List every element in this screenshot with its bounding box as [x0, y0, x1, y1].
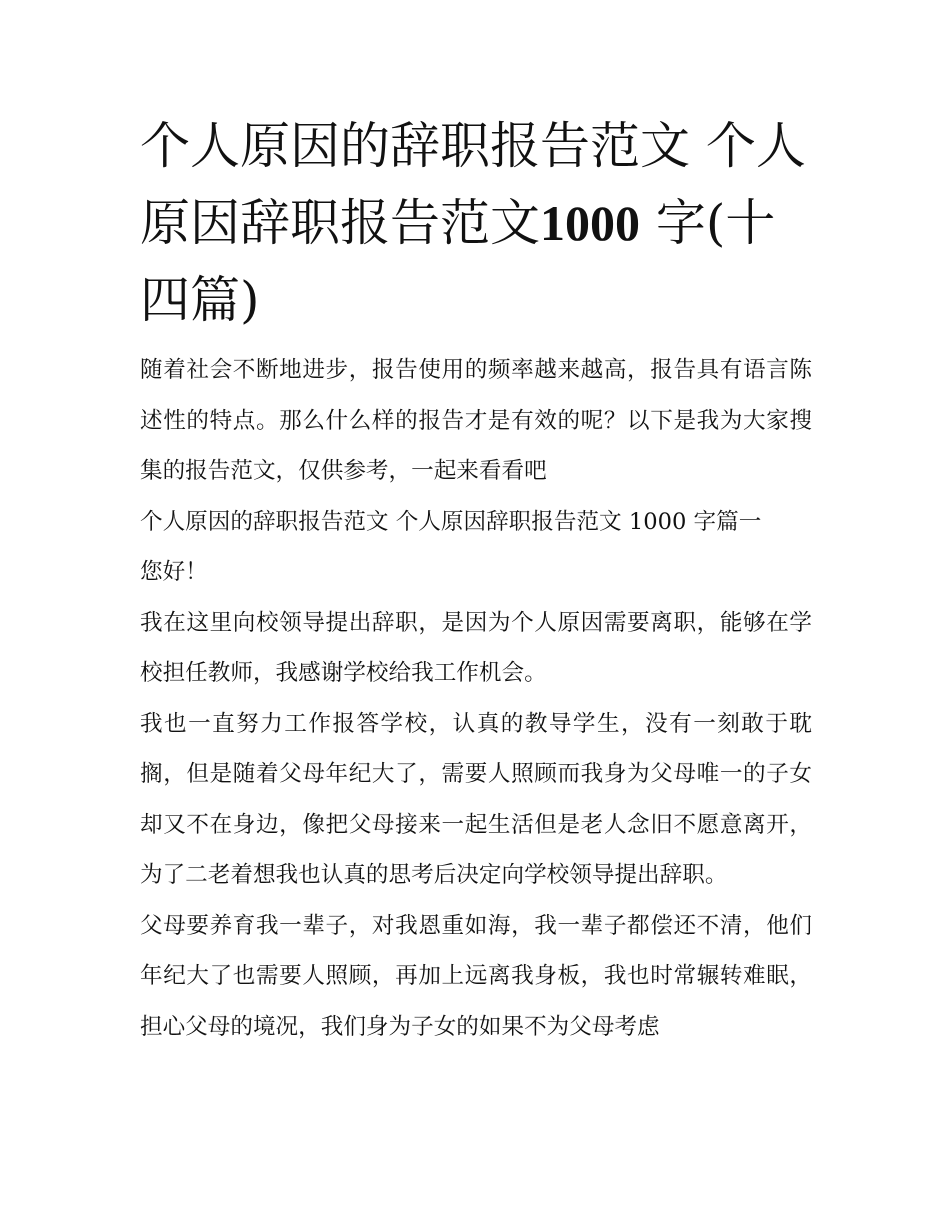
title-text-part1: 个人原因的辞职报告范文 个人原因辞职报告范文	[140, 117, 806, 252]
title-text-part2: 字(十四篇)	[140, 194, 776, 329]
document-title	[140, 108, 812, 339]
intro-paragraph: 随着社会不断地进步，报告使用的频率越来越高，报告具有语言陈述性的特点。那么什么样的报告才是有效的呢？以下是我为大家搜集的报告范文，仅供参考，一起来看看吧	[140, 357, 812, 484]
greeting-paragraph: 您好！	[140, 559, 208, 585]
section-heading: 个人原因的辞职报告范文 个人原因辞职报告范文 1000 字篇一	[140, 508, 762, 535]
title-number: 1000	[540, 195, 640, 251]
body-paragraph: 我也一直努力工作报答学校，认真的教导学生，没有一刻敢于耽搁，但是随着父母年纪大了，需要人照顾而我身为父母唯一的子女却又不在身边，像把父母接来一起生活但是老人念旧不愿意离开，为了二老着想我也认真的思考后决定向学校领导提出辞职。	[140, 710, 812, 888]
document-page	[140, 108, 812, 1052]
document-body	[140, 345, 812, 1052]
body-paragraph: 父母要养育我一辈子，对我恩重如海，我一辈子都偿还不清，他们年纪大了也需要人照顾，再加上远离我身板，我也时常辗转难眠，担心父母的境况，我们身为子女的如果不为父母考虑	[140, 912, 812, 1040]
body-paragraph: 我在这里向校领导提出辞职，是因为个人原因需要离职，能够在学校担任教师，我感谢学校给我工作机会。	[140, 609, 812, 686]
